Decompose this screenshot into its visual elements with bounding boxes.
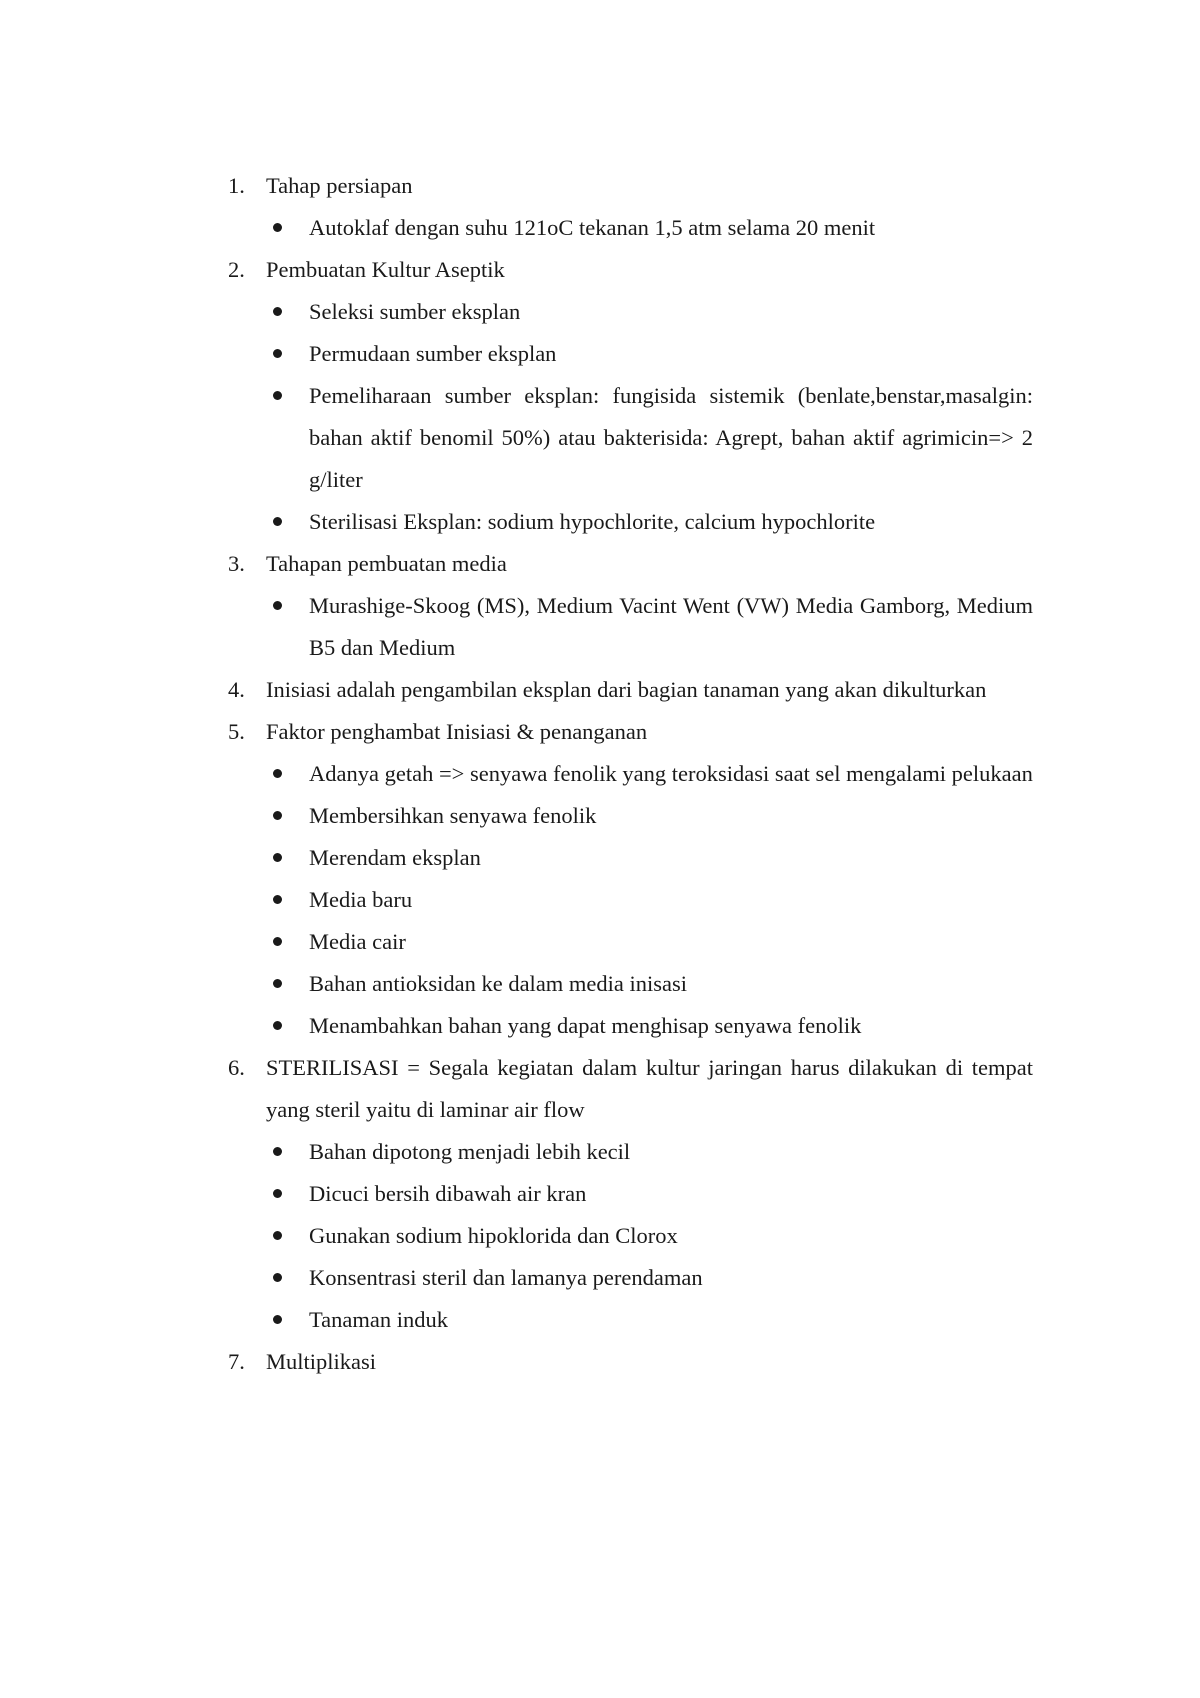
- bullet-text: Pemeliharaan sumber eksplan: fungisida sistemik (benlate,benstar,masalgin: bahan aktif benomil 50%) atau bakterisida: Agrept, bahan aktif agrimicin=> 2 g/liter: [309, 383, 1033, 492]
- bullet-item: [228, 795, 1033, 837]
- list-item: [228, 249, 1033, 291]
- list-item: [228, 711, 1033, 753]
- bullet-icon: [273, 853, 282, 862]
- bullet-icon: [273, 223, 282, 232]
- bullet-icon: [273, 1021, 282, 1030]
- bullet-item: [228, 879, 1033, 921]
- bullet-text: Menambahkan bahan yang dapat menghisap senyawa fenolik: [309, 1013, 862, 1038]
- bullet-item: [228, 1215, 1033, 1257]
- bullet-item: [228, 1173, 1033, 1215]
- bullet-icon: [273, 979, 282, 988]
- bullet-icon: [273, 349, 282, 358]
- bullet-item: [228, 837, 1033, 879]
- bullet-text: Merendam eksplan: [309, 845, 481, 870]
- list-item: [228, 1341, 1033, 1383]
- bullet-item: [228, 1005, 1033, 1047]
- list-item: [228, 543, 1033, 585]
- bullet-item: [228, 1257, 1033, 1299]
- bullet-icon: [273, 1315, 282, 1324]
- bullet-icon: [273, 1273, 282, 1282]
- bullet-item: [228, 963, 1033, 1005]
- bullet-text: Gunakan sodium hipoklorida dan Clorox: [309, 1223, 678, 1248]
- list-item: [228, 1047, 1033, 1131]
- bullet-text: Seleksi sumber eksplan: [309, 299, 521, 324]
- bullet-item: [228, 207, 1033, 249]
- bullet-text: Sterilisasi Eksplan: sodium hypochlorite, calcium hypochlorite: [309, 509, 876, 534]
- bullet-item: [228, 333, 1033, 375]
- bullet-item: [228, 1131, 1033, 1173]
- bullet-text: Bahan dipotong menjadi lebih kecil: [309, 1139, 631, 1164]
- bullet-item: [228, 501, 1033, 543]
- bullet-icon: [273, 1231, 282, 1240]
- bullet-icon: [273, 1189, 282, 1198]
- item-number: 5.: [228, 719, 245, 744]
- item-number: 2.: [228, 257, 245, 282]
- bullet-item: [228, 753, 1033, 795]
- bullet-icon: [273, 307, 282, 316]
- bullet-icon: [273, 1147, 282, 1156]
- bullet-text: Permudaan sumber eksplan: [309, 341, 557, 366]
- list-item: [228, 669, 1033, 711]
- bullet-item: [228, 375, 1033, 501]
- item-number: 4.: [228, 677, 245, 702]
- bullet-item: [228, 585, 1033, 669]
- bullet-text: Autoklaf dengan suhu 121oC tekanan 1,5 atm selama 20 menit: [309, 215, 876, 240]
- bullet-item: [228, 921, 1033, 963]
- bullet-text: Media cair: [309, 929, 406, 954]
- item-text: Tahapan pembuatan media: [266, 551, 507, 576]
- bullet-text: Membersihkan senyawa fenolik: [309, 803, 597, 828]
- bullet-icon: [273, 601, 282, 610]
- item-text: Inisiasi adalah pengambilan eksplan dari bagian tanaman yang akan dikulturkan: [266, 677, 987, 702]
- bullet-text: Adanya getah => senyawa fenolik yang teroksidasi saat sel mengalami pelukaan: [309, 761, 1033, 786]
- bullet-text: Bahan antioksidan ke dalam media inisasi: [309, 971, 688, 996]
- item-number: 1.: [228, 173, 245, 198]
- bullet-item: [228, 291, 1033, 333]
- item-text: Multiplikasi: [266, 1349, 377, 1374]
- bullet-icon: [273, 517, 282, 526]
- bullet-text: Tanaman induk: [309, 1307, 449, 1332]
- bullet-text: Media baru: [309, 887, 413, 912]
- item-number: 3.: [228, 551, 245, 576]
- list-item: [228, 165, 1033, 207]
- bullet-icon: [273, 895, 282, 904]
- item-number: 7.: [228, 1349, 245, 1374]
- bullet-icon: [273, 391, 282, 400]
- bullet-icon: [273, 769, 282, 778]
- item-text: Pembuatan Kultur Aseptik: [266, 257, 505, 282]
- bullet-icon: [273, 811, 282, 820]
- item-number: 6.: [228, 1055, 245, 1080]
- bullet-icon: [273, 937, 282, 946]
- bullet-text: Konsentrasi steril dan lamanya perendaman: [309, 1265, 703, 1290]
- item-text: STERILISASI = Segala kegiatan dalam kultur jaringan harus dilakukan di tempat yang steril yaitu di laminar air flow: [266, 1055, 1033, 1122]
- item-text: Faktor penghambat Inisiasi & penanganan: [266, 719, 648, 744]
- bullet-text: Dicuci bersih dibawah air kran: [309, 1181, 587, 1206]
- numbered-list: [228, 165, 1033, 1383]
- bullet-item: [228, 1299, 1033, 1341]
- bullet-text: Murashige-Skoog (MS), Medium Vacint Went (VW) Media Gamborg, Medium B5 dan Medium: [309, 593, 1033, 660]
- item-text: Tahap persiapan: [266, 173, 413, 198]
